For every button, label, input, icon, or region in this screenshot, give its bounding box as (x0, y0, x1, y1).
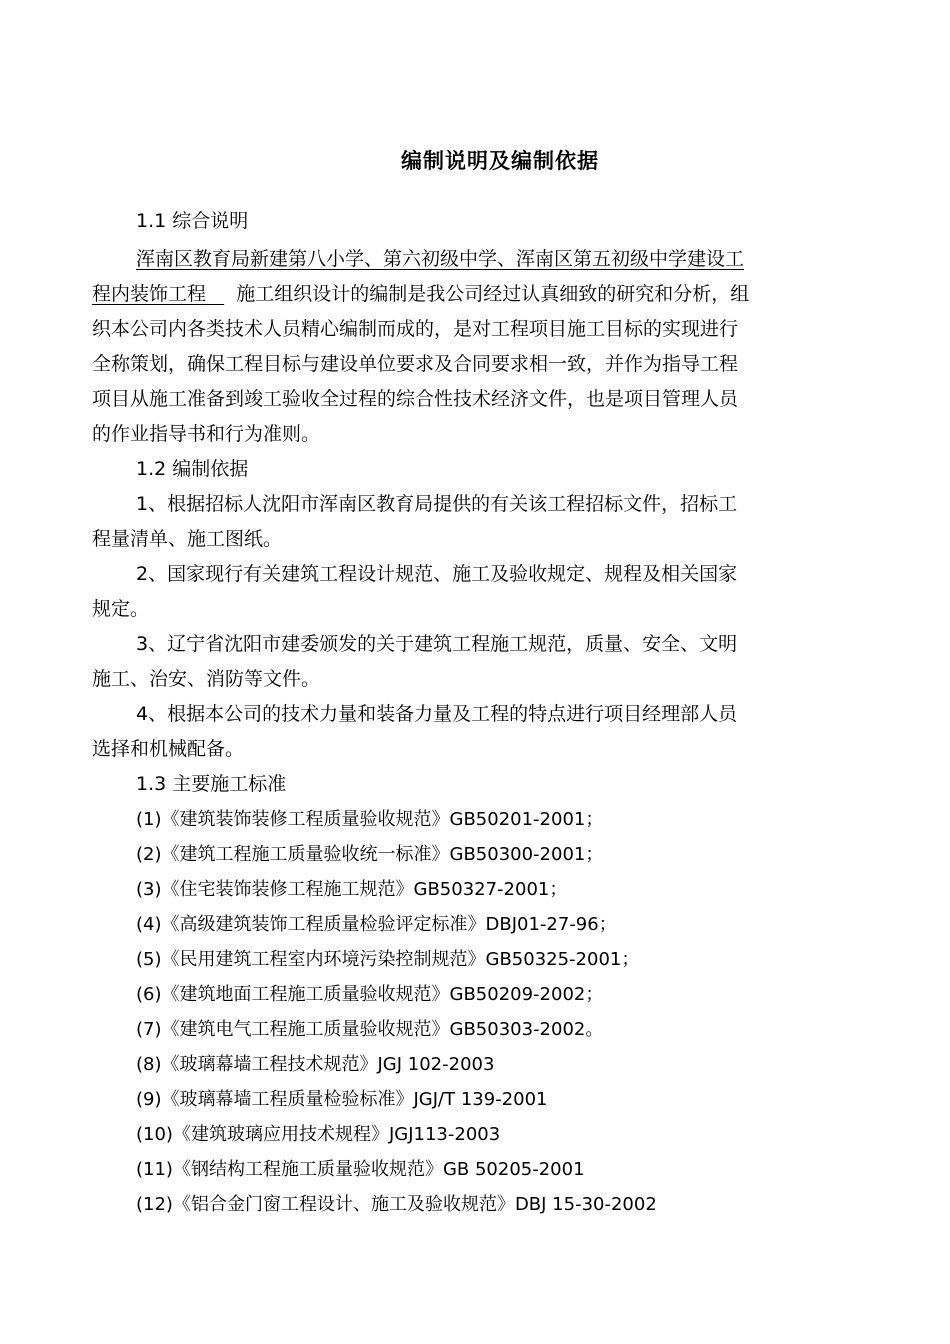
standard-item: (8)《玻璃幕墙工程技术规范》JGJ 102-2003 (136, 1054, 495, 1075)
basis-item-1: 1、根据招标人沈阳市浑南区教育局提供的有关该工程招标文件，招标工 (136, 493, 738, 515)
basis-item-4-cont: 选择和机械配备。 (92, 738, 245, 760)
standard-item: (11)《钢结构工程施工质量验收规范》GB 50205-2001 (136, 1159, 585, 1180)
standard-item: (3)《住宅装饰装修工程施工规范》GB50327-2001； (136, 879, 568, 900)
project-name-line1: 浑南区教育局新建第八小学、第六初级中学、浑南区第五初级中学建设工 (136, 248, 745, 270)
standard-item: (10)《建筑玻璃应用技术规程》JGJ113-2003 (136, 1124, 501, 1145)
page-title: 编制说明及编制依据 (401, 149, 599, 173)
standard-item: (2)《建筑工程施工质量验收统一标准》GB50300-2001； (136, 844, 604, 865)
project-name-line2: 程内装饰工程 (92, 283, 207, 305)
basis-item-2-cont: 规定。 (92, 598, 150, 620)
section-heading-1-2: 1.2 编制依据 (136, 458, 249, 480)
basis-item-3: 3、辽宁省沈阳市建委颁发的关于建筑工程施工规范，质量、安全、文明 (136, 633, 738, 655)
standard-item: (9)《玻璃幕墙工程质量检验标准》JGJ/T 139-2001 (136, 1089, 548, 1110)
paragraph-line: 织本公司内各类技术人员精心编制而成的，是对工程项目施工目标的实现进行 (92, 318, 739, 340)
basis-item-4: 4、根据本公司的技术力量和装备力量及工程的特点进行项目经理部人员 (136, 703, 738, 725)
basis-item-2: 2、国家现行有关建筑工程设计规范、施工及验收规定、规程及相关国家 (136, 563, 738, 585)
paragraph-line (92, 279, 749, 309)
section-heading-1-1: 1.1 综合说明 (136, 210, 249, 232)
standard-item: (1)《建筑装饰装修工程质量验收规范》GB50201-2001； (136, 809, 604, 830)
standard-item: (6)《建筑地面工程施工质量验收规范》GB50209-2002； (136, 984, 604, 1005)
standard-item: (5)《民用建筑工程室内环境污染控制规范》GB50325-2001； (136, 949, 640, 970)
paragraph-line: 项目从施工准备到竣工验收全过程的综合性技术经济文件，也是项目管理人员 (92, 388, 739, 410)
basis-item-1-cont: 程量清单、施工图纸。 (92, 528, 283, 550)
paragraph-line: 全称策划，确保工程目标与建设单位要求及合同要求相一致，并作为指导工程 (92, 353, 739, 375)
standard-item: (12)《铝合金门窗工程设计、施工及验收规范》DBJ 15-30-2002 (136, 1194, 657, 1215)
section-heading-1-3: 1.3 主要施工标准 (136, 773, 287, 795)
paragraph-line: 的作业指导书和行为准则。 (92, 423, 321, 445)
paragraph-text: 施工组织设计的编制是我公司经过认真细致的研究和分析，组 (236, 283, 750, 305)
basis-item-3-cont: 施工、治安、消防等文件。 (92, 668, 321, 690)
standard-item: (4)《高级建筑装饰工程质量检验评定标准》DBJ01-27-96； (136, 914, 617, 935)
standard-item: (7)《建筑电气工程施工质量验收规范》GB50303-2002。 (136, 1019, 604, 1040)
